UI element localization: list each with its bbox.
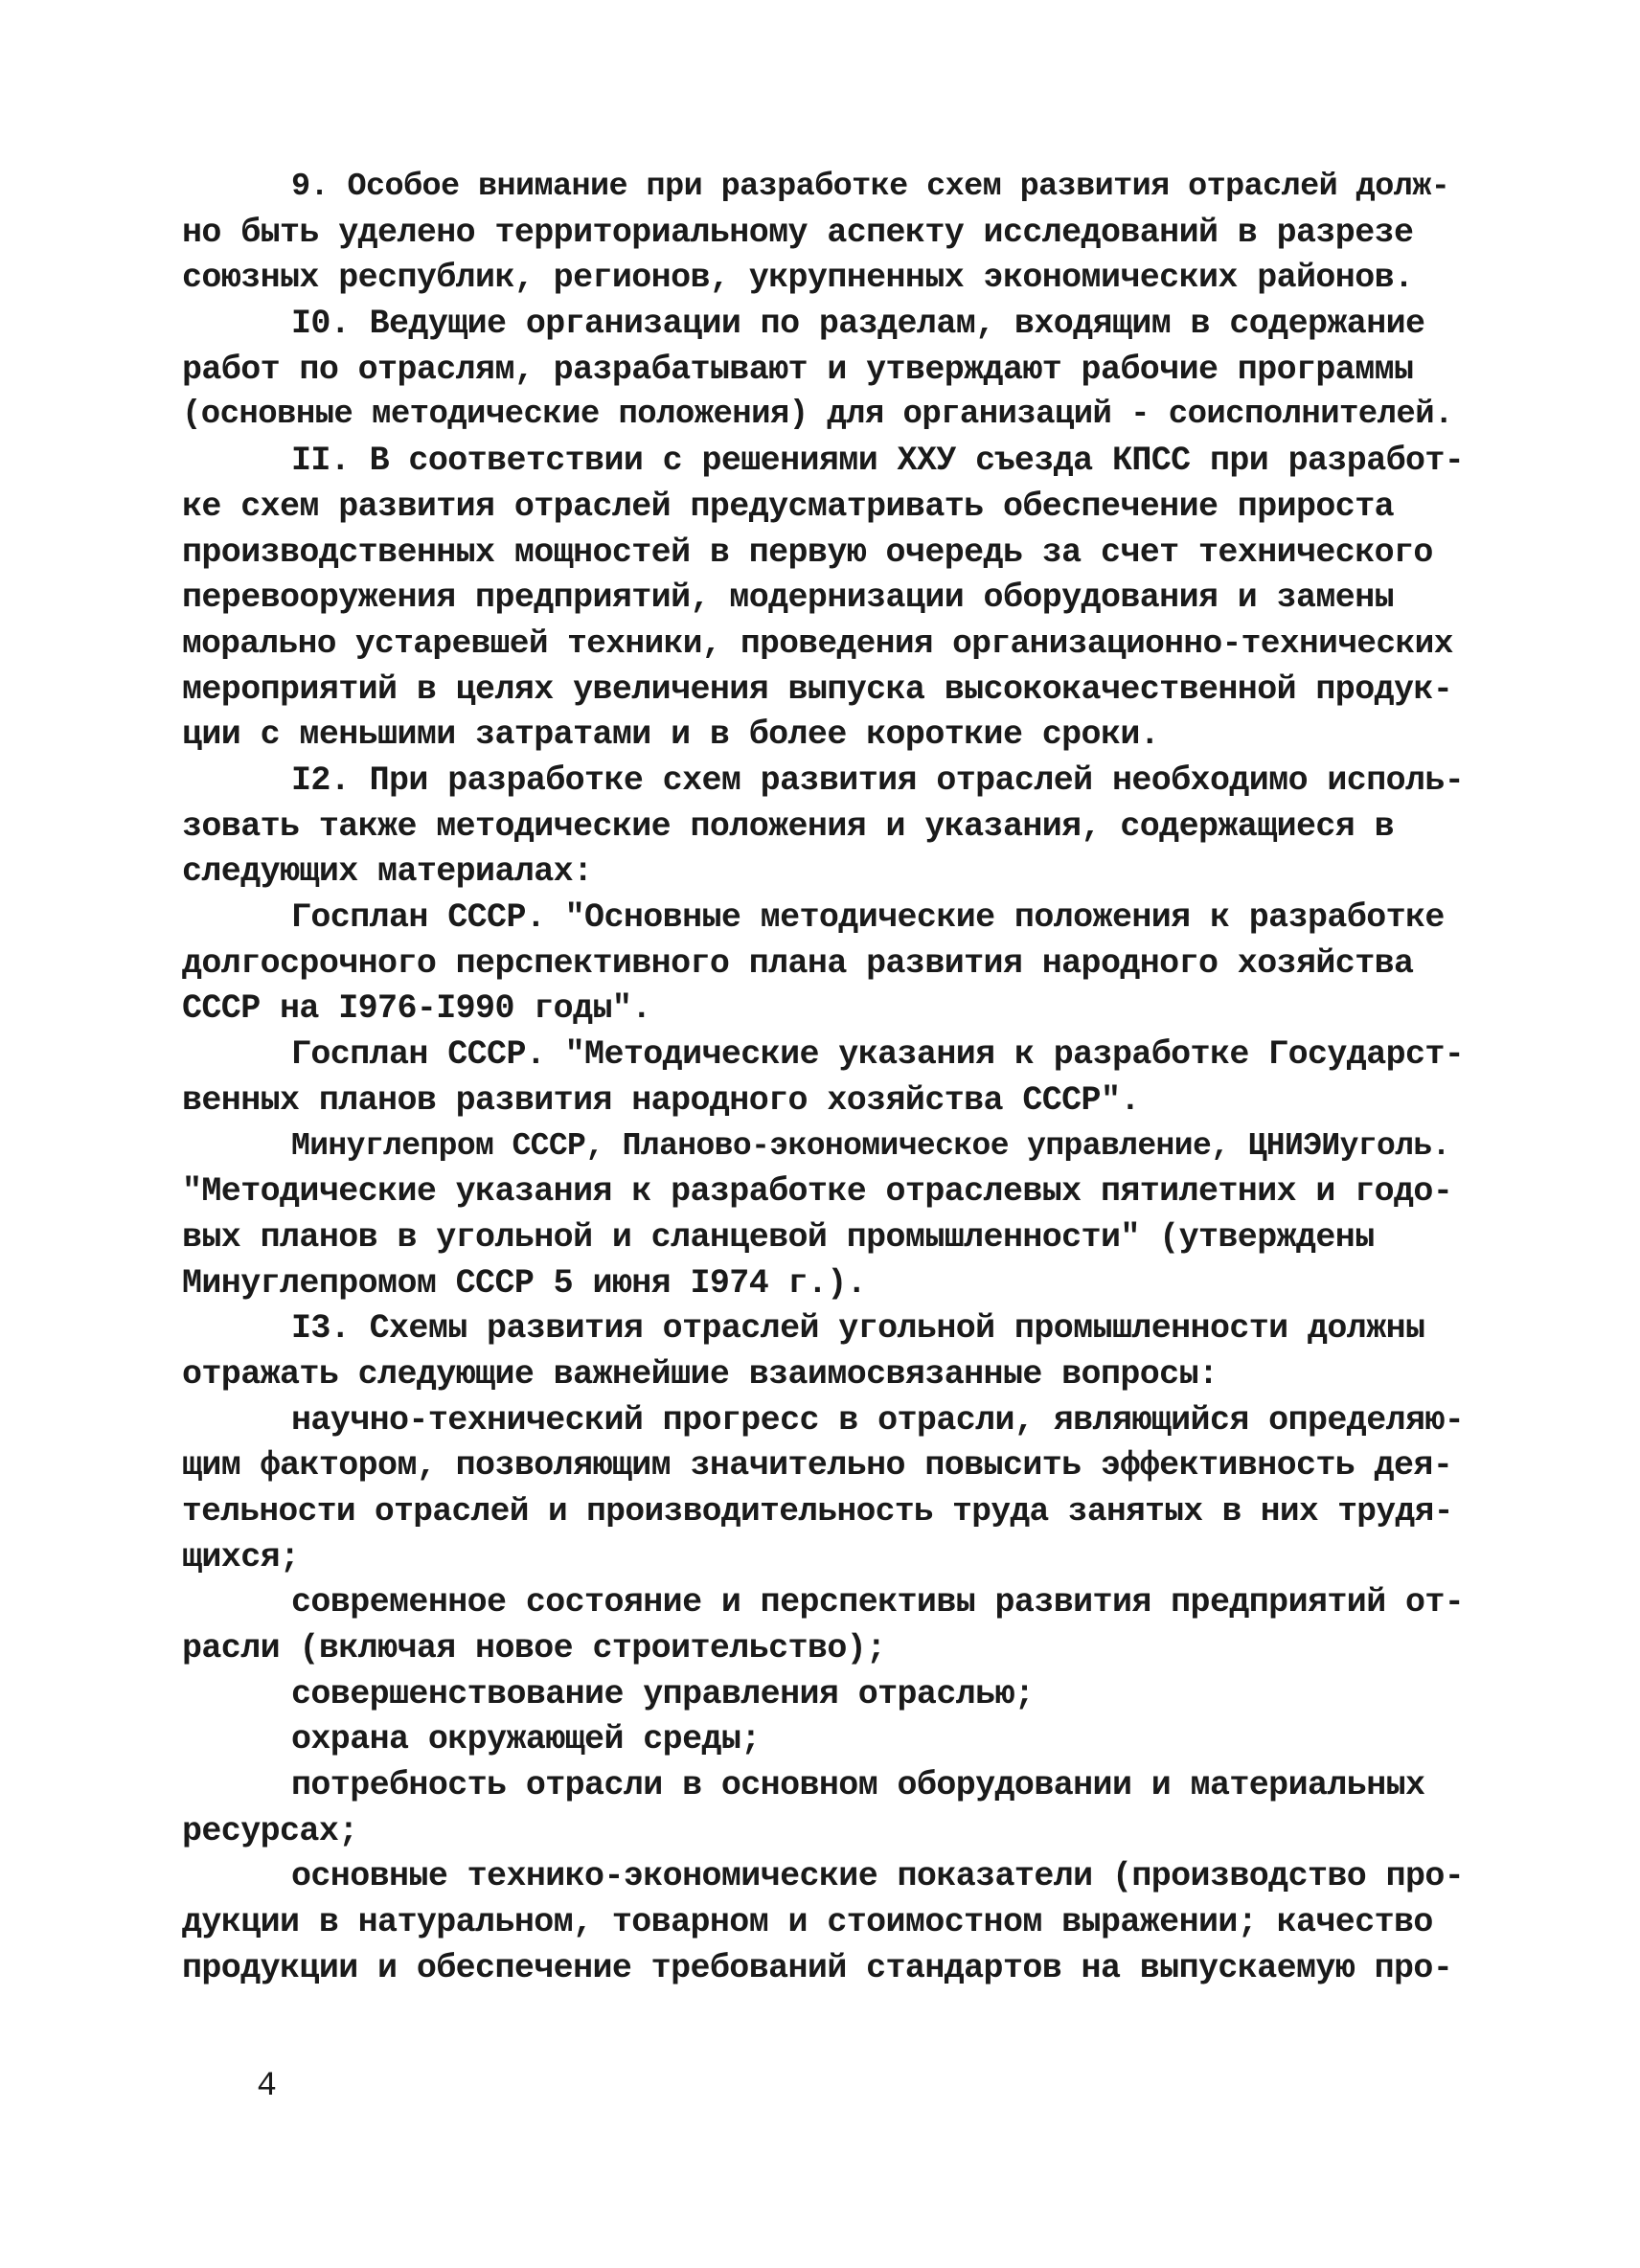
text-line: ции с меньшими затратами и в более короткие сроки. <box>182 715 1160 755</box>
body-text <box>182 165 1466 1992</box>
text-line: мероприятий в целях увеличения выпуска высококачественной продук- <box>182 669 1453 709</box>
text-line: I0. Ведущие организации по разделам, входящим в содержание <box>291 305 1425 344</box>
text-line: ресурсах; <box>182 1811 358 1850</box>
text-line: Минуглепромом СССР 5 июня I974 г.). <box>182 1263 867 1303</box>
text-line: СССР на I976-I990 годы". <box>182 989 651 1029</box>
text-line: охрана окружающей среды; <box>291 1720 761 1759</box>
text-line: I3. Схемы развития отраслей угольной промышленности должны <box>291 1309 1425 1349</box>
page-number: 4 <box>257 2067 278 2105</box>
text-line: перевооружения предприятий, модернизации оборудования и замены <box>182 578 1395 618</box>
text-line: щим фактором, позволяющим значительно повысить эффективность дея- <box>182 1446 1453 1486</box>
text-line: расли (включая новое строительство); <box>182 1629 886 1667</box>
text-line: Госплан СССР. "Основные методические положения к разработке <box>291 898 1445 937</box>
text-line: продукции и обеспечение требований стандартов на выпускаемую про- <box>182 1948 1453 1987</box>
text-line: дукции в натуральном, товарном и стоимостном выражении; качество <box>182 1903 1433 1942</box>
text-line: но быть уделено территориальному аспекту исследований в разрезе <box>182 213 1414 252</box>
text-line: основные технико-экономические показатели (производство про- <box>291 1857 1465 1896</box>
text-line: щихся; <box>182 1537 300 1576</box>
text-line: союзных республик, регионов, укрупненных экономических районов. <box>182 259 1414 298</box>
text-line: отражать следующие важнейшие взаимосвязанные вопросы: <box>182 1354 1219 1394</box>
text-line: научно-технический прогресс в отрасли, являющийся определяю- <box>291 1400 1465 1440</box>
text-line: (основные методические положения) для организаций - соисполнителей. <box>182 397 1453 434</box>
text-line: зовать также методические положения и указания, содержащиеся в <box>182 806 1395 846</box>
text-line: II. В соответствии с решениями XXУ съезда КПСС при разработ- <box>291 442 1465 481</box>
text-line: 9. Особое внимание при разработке схем развития отраслей долж- <box>291 169 1450 205</box>
text-line: потребность отрасли в основном оборудовании и материальных <box>291 1766 1425 1805</box>
text-line: совершенствование управления отраслью; <box>291 1674 1035 1713</box>
text-line: ке схем развития отраслей предусматривать обеспечение прироста <box>182 487 1395 526</box>
text-line: долгосрочного перспективного плана развития народного хозяйства <box>182 943 1414 983</box>
text-line: венных планов развития народного хозяйства СССР". <box>182 1080 1140 1120</box>
text-line: вых планов в угольной и сланцевой промышленности" (утверждены <box>182 1217 1375 1257</box>
text-line: современное состояние и перспективы развития предприятий от- <box>291 1583 1465 1622</box>
text-line: Госплан СССР. "Методические указания к разработке Государст- <box>291 1035 1465 1075</box>
text-line: "Методические указания к разработке отраслевых пятилетних и годо- <box>182 1172 1453 1212</box>
text-line: тельности отраслей и производительность труда занятых в них трудя- <box>182 1492 1453 1531</box>
text-line: работ по отраслям, разрабатывают и утверждают рабочие программы <box>182 350 1414 389</box>
text-line: I2. При разработке схем развития отраслей необходимо исполь- <box>291 760 1465 800</box>
text-line: производственных мощностей в первую очередь за счет технического <box>182 533 1433 572</box>
text-line: следующих материалах: <box>182 852 593 892</box>
text-line: Минуглепром СССР, Планово-экономическое управление, ЦНИЭИуголь. <box>291 1128 1450 1165</box>
text-line: морально устаревшей техники, проведения организационно-технических <box>182 624 1453 663</box>
